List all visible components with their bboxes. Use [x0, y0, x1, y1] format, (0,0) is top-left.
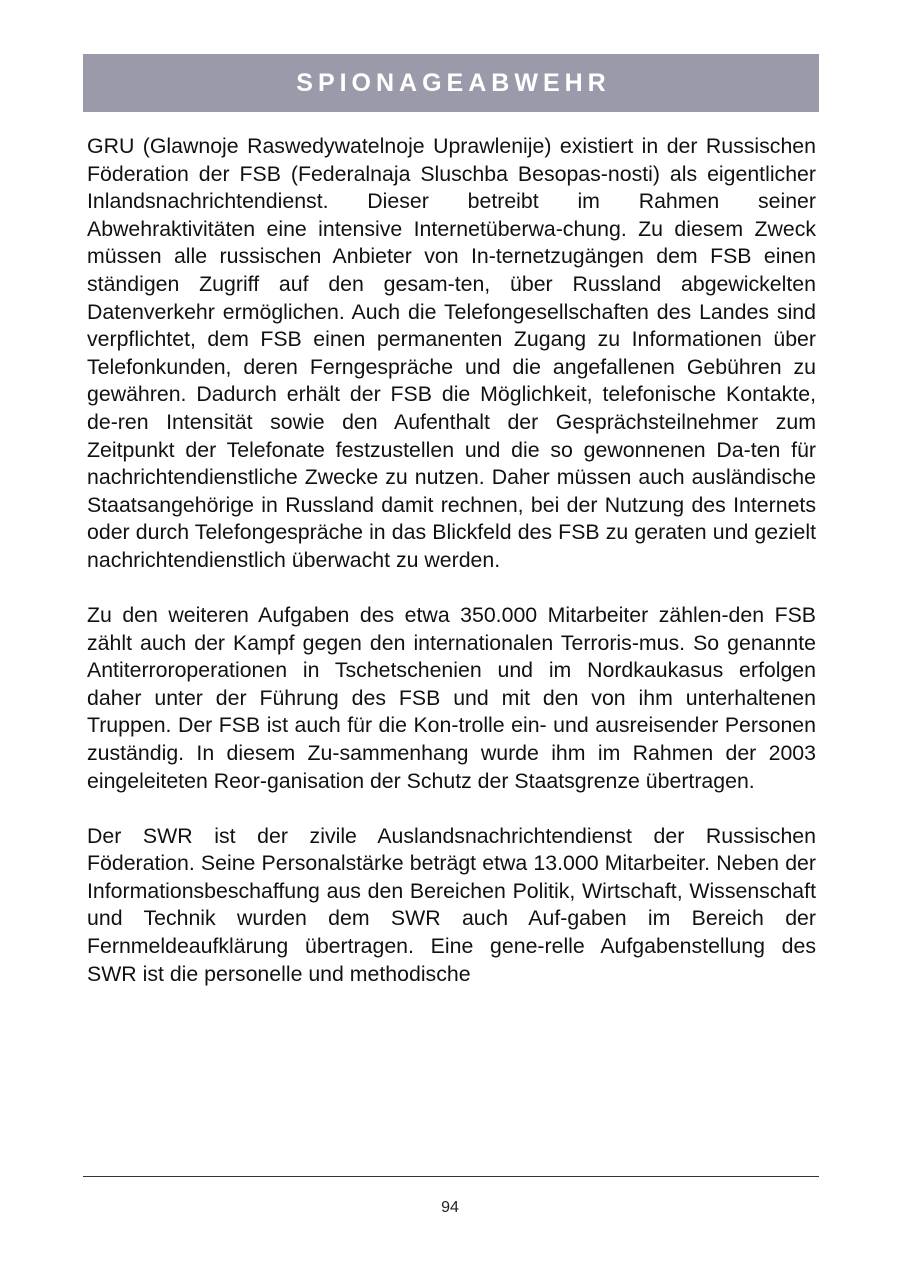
paragraph-swr: Der SWR ist der zivile Auslandsnachrichtendienst der Russischen Föderation. Seine Personalstärke beträgt etwa 13.000 Mitarbeiter. Neben der Informationsbeschaffung aus den Bereichen Politik, Wirtschaft, Wissenschaft und Technik wurden dem SWR auch Auf-gaben im Bereich der Fernmeldeaufklärung übertragen. Eine gene-relle Aufgabenstellung des SWR ist die personelle und methodische	[87, 823, 816, 986]
paragraph-fsb-surveillance: GRU (Glawnoje Raswedywatelnoje Uprawlenije) existiert in der Russischen Föderation der FSB (Federalnaja Sluschba Besopas-nosti) als eigentlicher Inlandsnachrichtendienst. Dieser betreibt im Rahmen seiner Abwehraktivitäten eine intensive Internetüberwa-chung. Zu diesem Zweck müssen alle russischen Anbieter von In-ternetzugängen dem FSB einen ständigen Zugriff auf den gesam-ten, über Russland abgewickelten Datenverkehr ermöglichen. Auch die Telefongesellschaften des Landes sind verpflichtet, dem FSB einen permanenten Zugang zu Informationen über Telefonkunden, deren Ferngespräche und die angefallenen Gebühren zu gewähren. Dadurch erhält der FSB die Möglichkeit, telefonische Kontakte, de-ren Intensität sowie den Aufenthalt der Gesprächsteilnehmer zum Zeitpunkt der Telefonate festzustellen und die so gewonnenen Da-ten für nachrichtendienstliche Zwecke zu nutzen. Daher müssen auch ausländische Staatsangehörige in Russland damit rechnen, bei der Nutzung des Internets oder durch Telefongespräche in das Blickfeld des FSB zu geraten und gezielt nachrichtendienstlich überwacht zu werden.	[87, 134, 816, 572]
paragraph-fsb-tasks: Zu den weiteren Aufgaben des etwa 350.000 Mitarbeiter zählen-den FSB zählt auch der Kampf gegen den internationalen Terroris-mus. So genannte Antiterroroperationen in Tschetschenien und im Nordkaukasus erfolgen daher unter der Führung des FSB und mit den von ihm unterhaltenen Truppen. Der FSB ist auch für die Kon-trolle ein- und ausreisender Personen zuständig. In diesem Zu-sammenhang wurde ihm im Rahmen der 2003 eingeleiteten Reor-ganisation der Schutz der Staatsgrenze übertragen.	[87, 603, 816, 793]
page-number: 94	[441, 1199, 459, 1216]
body-text	[87, 133, 816, 1016]
section-title: SPIONAGEABWEHR	[296, 68, 611, 97]
footer-divider	[83, 1176, 819, 1177]
section-header-bar	[83, 54, 819, 112]
